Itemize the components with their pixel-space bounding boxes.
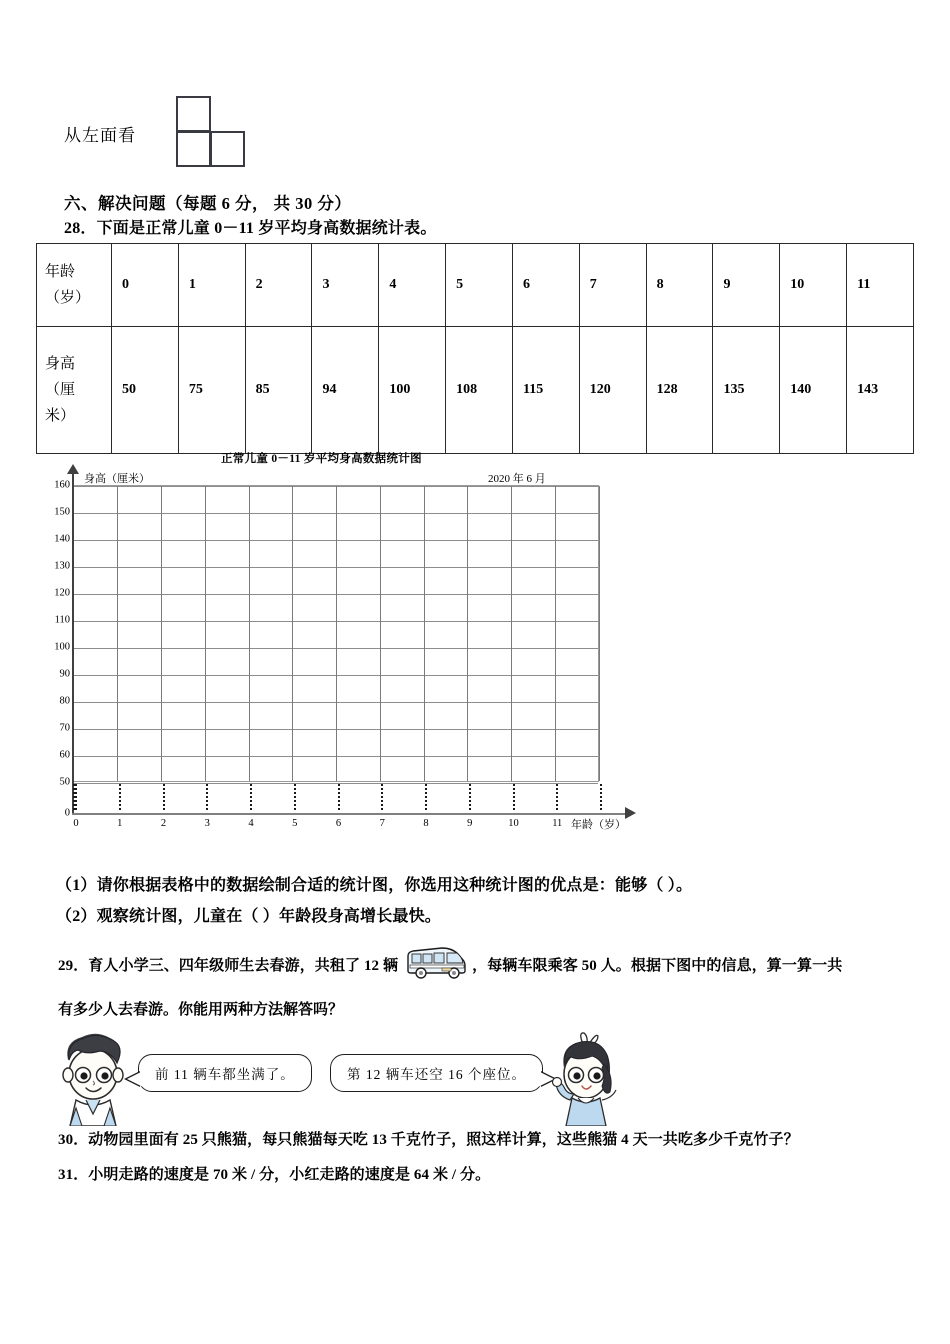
height-header-line-1: 身高 (45, 355, 76, 372)
speech-bubble-right (330, 1054, 543, 1092)
cube-shape-diagram (176, 96, 248, 170)
question-30: 30．动物园里面有 25 只熊猫，每只熊猫每天吃 13 千克竹子，照这样计算，这些熊猫 4 天一共吃多少千克竹子？ (58, 1132, 799, 1148)
cube-square-bottom-right (210, 131, 245, 167)
grid-vline-4 (249, 486, 250, 781)
break-dot-9 (469, 784, 471, 810)
height-data-table (36, 243, 914, 454)
grid-vline-2 (161, 486, 162, 781)
left-view-row (64, 96, 248, 170)
cell-height-6: 115 (512, 327, 579, 454)
x-tick-5: 5 (292, 818, 298, 829)
row-header-age (37, 244, 112, 327)
x-tick-9: 9 (467, 818, 473, 829)
cell-age-5: 5 (446, 244, 513, 327)
cell-age-3: 3 (312, 244, 379, 327)
speech-bubble-left (138, 1054, 312, 1092)
cell-height-7: 120 (579, 327, 646, 454)
y-tick-60: 60 (59, 749, 70, 761)
chart-title: 正常儿童 0－11 岁平均身高数据统计图 (221, 453, 422, 465)
grid-vline-10 (511, 486, 512, 781)
grid-vline-9 (467, 486, 468, 781)
cell-height-0: 50 (112, 327, 179, 454)
break-dot-6 (338, 784, 340, 810)
cell-height-4: 100 (379, 327, 446, 454)
cell-age-8: 8 (646, 244, 713, 327)
cell-height-5: 108 (446, 327, 513, 454)
y-tick-70: 70 (59, 722, 70, 734)
chart-x-axis-label: 年龄（岁） (571, 819, 626, 831)
cell-age-11: 11 (847, 244, 914, 327)
x-axis-line (72, 813, 627, 815)
y-tick-100: 100 (54, 641, 70, 653)
cell-height-9: 135 (713, 327, 780, 454)
chart-y-axis-label: 身高（厘米） (84, 473, 150, 485)
break-dot-3 (206, 784, 208, 810)
age-header-line-2: （岁） (45, 290, 91, 306)
x-tick-7: 7 (379, 818, 385, 829)
break-dot-10 (513, 784, 515, 810)
break-dot-5 (294, 784, 296, 810)
question-28-sub-2: （2）观察统计图，儿童在（ ）年龄段身高增长最快。 (56, 908, 442, 925)
x-tick-11: 11 (552, 818, 563, 829)
grid-vline-5 (292, 486, 293, 781)
x-tick-10: 10 (508, 818, 519, 829)
break-dot-1 (119, 784, 121, 810)
bus-icon (402, 945, 468, 984)
cube-square-bottom-left (176, 131, 211, 167)
y-tick-160: 160 (54, 479, 70, 491)
cell-age-4: 4 (379, 244, 446, 327)
question-29-dialog-row (56, 1028, 656, 1128)
cube-square-top-left (176, 96, 211, 132)
speech-bubble-left-text: 前 11 辆车都坐满了。 (155, 1067, 295, 1082)
height-header-line-2: （厘 (45, 381, 76, 398)
boy-avatar-icon (56, 1030, 130, 1131)
grid-vline-8 (424, 486, 425, 781)
grid-vline-3 (205, 486, 206, 781)
break-dot-4 (250, 784, 252, 810)
y-tick-120: 120 (54, 587, 70, 599)
chart-y-tick-labels (40, 479, 70, 819)
break-dot-edge-1 (600, 784, 602, 810)
y-tick-110: 110 (54, 614, 70, 626)
cell-age-6: 6 (512, 244, 579, 327)
question-29-line-2: 有多少人去春游。你能用两种方法解答吗？ (58, 1002, 344, 1018)
question-29-text-after: ，每辆车限乘客 50 人。根据下图中的信息，算一算一共 (472, 958, 843, 974)
question-28-sub-1: （1）请你根据表格中的数据绘制合适的统计图，你选用这种统计图的优点是：能够（ ）。 (56, 877, 693, 894)
girl-avatar-icon (550, 1030, 622, 1131)
question-28-stem: 28．下面是正常儿童 0－11 岁平均身高数据统计表。 (64, 220, 437, 237)
section-heading: 六、解决问题（每题 6 分， 共 30 分） (64, 194, 352, 213)
cell-age-0: 0 (112, 244, 179, 327)
break-dot-2 (163, 784, 165, 810)
grid-vline-12 (599, 486, 600, 781)
y-tick-80: 80 (59, 695, 70, 707)
grid-hline-50 (74, 783, 598, 784)
chart-plot-grid (74, 485, 599, 782)
cell-height-2: 85 (245, 327, 312, 454)
height-statistics-chart (36, 450, 656, 845)
y-tick-90: 90 (59, 668, 70, 680)
cell-height-3: 94 (312, 327, 379, 454)
break-dot-11 (556, 784, 558, 810)
cell-age-9: 9 (713, 244, 780, 327)
cell-height-10: 140 (780, 327, 847, 454)
cell-age-10: 10 (780, 244, 847, 327)
cell-height-11: 143 (847, 327, 914, 454)
table-row-age (37, 244, 914, 327)
cell-height-1: 75 (178, 327, 245, 454)
question-29-text-before: 29．育人小学三、四年级师生去春游，共租了 12 辆 (58, 958, 399, 974)
y-tick-130: 130 (54, 560, 70, 572)
cell-age-7: 7 (579, 244, 646, 327)
age-header-line-1: 年龄 (45, 263, 76, 280)
break-dot-0 (75, 784, 77, 810)
x-axis-arrow-icon (625, 807, 636, 819)
left-view-label: 从左面看 (64, 125, 136, 145)
break-dot-edge-0 (73, 784, 75, 810)
chart-date-note: 2020 年 6 月 (488, 473, 546, 485)
x-tick-1: 1 (117, 818, 123, 829)
y-tick-140: 140 (54, 533, 70, 545)
y-tick-50: 50 (59, 776, 70, 788)
grid-vline-7 (380, 486, 381, 781)
y-tick-150: 150 (54, 506, 70, 518)
x-tick-6: 6 (335, 818, 342, 829)
x-tick-3: 3 (204, 818, 210, 829)
x-tick-0: 0 (73, 818, 79, 829)
question-29-line-1 (58, 945, 842, 984)
x-tick-4: 4 (248, 818, 254, 829)
cell-age-2: 2 (245, 244, 312, 327)
height-header-line-3: 米） (45, 408, 76, 425)
x-tick-2: 2 (160, 818, 167, 829)
x-tick-8: 8 (423, 818, 429, 829)
bubble-tail-left-fill (127, 1071, 143, 1087)
cell-age-1: 1 (178, 244, 245, 327)
speech-bubble-right-text: 第 12 辆车还空 16 个座位。 (347, 1067, 526, 1082)
y-tick-0: 0 (64, 807, 70, 819)
question-31: 31．小明走路的速度是 70 米 / 分，小红走路的速度是 64 米 / 分。 (58, 1167, 491, 1183)
table-row-height (37, 327, 914, 454)
grid-vline-1 (117, 486, 118, 781)
grid-vline-11 (555, 486, 556, 781)
break-dot-8 (425, 784, 427, 810)
grid-vline-6 (336, 486, 337, 781)
cell-height-8: 128 (646, 327, 713, 454)
break-dot-7 (381, 784, 383, 810)
row-header-height (37, 327, 112, 454)
